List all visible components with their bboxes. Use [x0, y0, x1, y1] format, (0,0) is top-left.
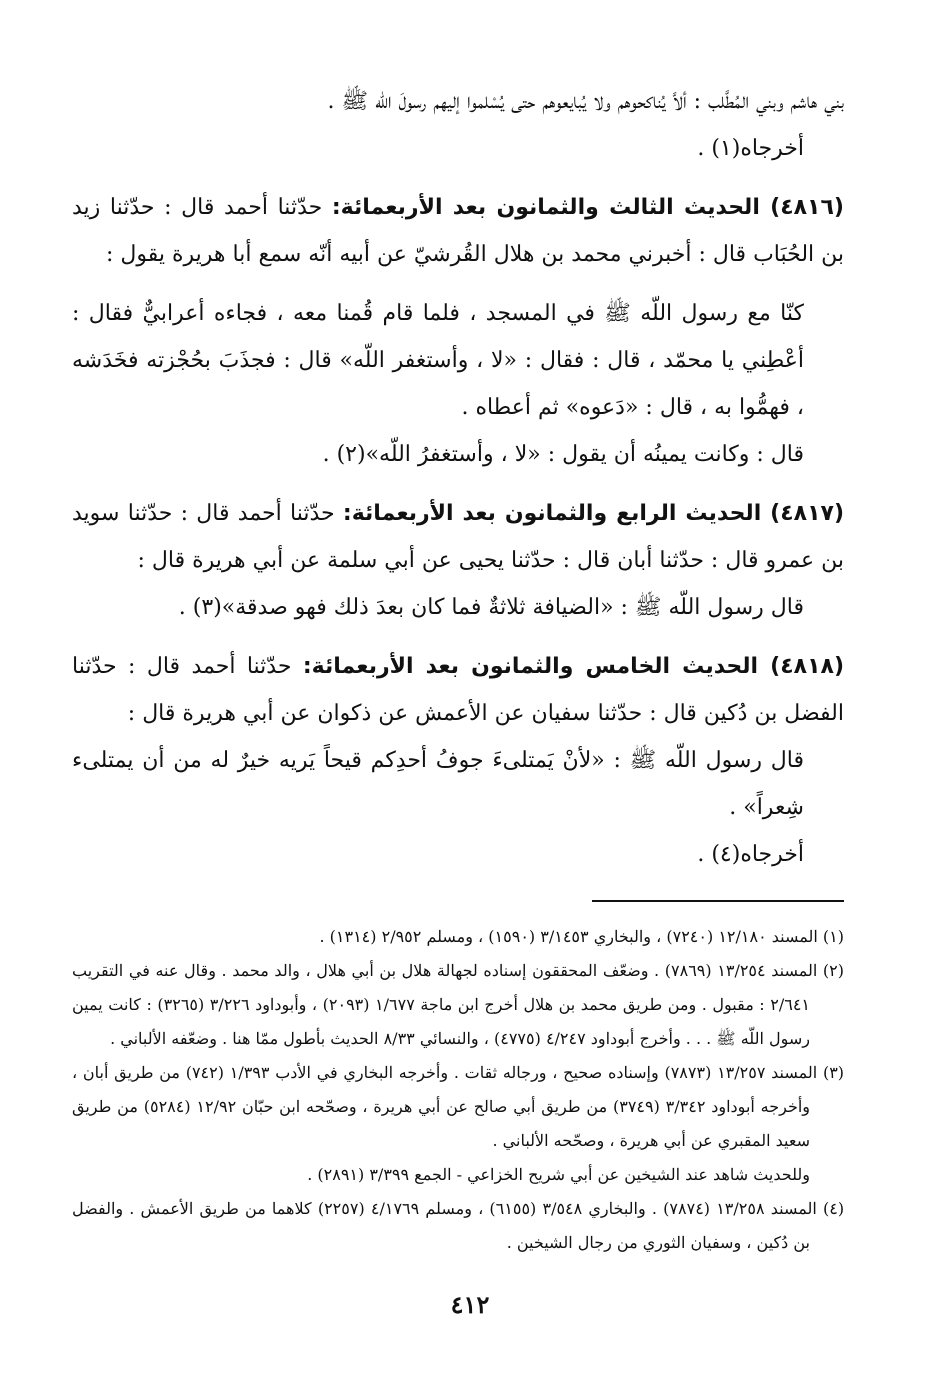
- hadith-4817-title: (٤٨١٧) الحديث الرابع والثمانون بعد الأربعمائة:: [342, 501, 845, 526]
- footnote-3: (٣) المسند ١٣/٢٥٧ (٧٨٧٣) وإسناده صحيح ، ورجاله ثقات . وأخرجه البخاري في الأدب ١/٣٩٣ (٧٤٢) من طريق أبان ، وأخرجه أبوداود ٣/٣٤٢ (٣٧٤٩) من طريق أبي صالح عن أبي هريرة ، وصحّحه ابن حبّان ١٢/٩٢ (٥٢٨٤) من طريق سعيد المقبري عن أبي هريرة ، وصحّحه الألباني .: [72, 1063, 845, 1150]
- footnote-divider: [592, 900, 844, 902]
- hadith-4817-heading: [72, 490, 844, 584]
- hadith-4816-note: قال : وكانت يمينُه أن يقول : «لا ، وأستغفرُ اللّه»(٢) .: [322, 442, 804, 467]
- hadith-4816-isnad: حدّثنا أحمد قال : حدّثنا زيد بن الحُبَاب قال : أخبرني محمد بن هلال القُرشيّ عن أبيه أنّه سمع أبا هريرة يقول :: [72, 195, 844, 267]
- hadith-4817-matn: قال رسول اللّه ﷺ : «الضيافة ثلاثةٌ فما كان بعدَ ذلك فهو صدقة»(٣) .: [178, 595, 804, 620]
- hadith-4818-title: (٤٨١٨) الحديث الخامس والثمانون بعد الأربعمائة:: [302, 654, 844, 679]
- hadith-4816-title: (٤٨١٦) الحديث الثالث والثمانون بعد الأربعمائة:: [331, 195, 844, 220]
- footnote-4: (٤) المسند ١٣/٢٥٨ (٧٨٧٤) . والبخاري ٣/٥٤٨ (٦١٥٥) ، ومسلم ٤/١٧٦٩ (٢٢٥٧) كلاهما من طريق الأعمش . والفضل بن دُكين ، وسفيان الثوري من رجال الشيخين .: [72, 1199, 845, 1252]
- hadith-4818-isnad: حدّثنا أحمد قال : حدّثنا الفضل بن دُكين قال : حدّثنا سفيان عن الأعمش عن ذكوان عن أبي هريرة قال :: [72, 654, 844, 726]
- hadith-4818-heading: [72, 643, 844, 737]
- hadith-4816-heading: [72, 184, 844, 278]
- main-text: [72, 78, 844, 878]
- footnote-2: (٢) المسند ١٣/٢٥٤ (٧٨٦٩) . وضعّف المحققون إسناده لجهالة هلال بن أبي هلال ، والد محمد . وقال عنه في التقريب ٢/٦٤١ : مقبول . ومن طريق محمد بن هلال أخرج ابن ماجة ١/٦٧٧ (٢٠٩٣) ، وأبوداود ٣/٢٢٦ (٣٢٦٥) : كانت يمين رسول اللّه ﷺ . . . وأخرج أبوداود ٤/٢٤٧ (٤٧٧٥) ، والنسائي ٨/٣٣ الحديث بأطول ممّا هنا . وضعّفه الألباني .: [72, 961, 845, 1048]
- footnote-1: (١) المسند ١٢/١٨٠ (٧٢٤٠) ، والبخاري ٣/١٤٥٣ (١٥٩٠) ، ومسلم ٢/٩٥٢ (١٣١٤) .: [319, 927, 844, 946]
- paragraph-takhrij-1: أخرجاه(١) .: [697, 136, 804, 161]
- hadith-4816-matn: كنّا مع رسول اللّه ﷺ في المسجد ، فلما قام قُمنا معه ، فجاءه أعرابيٌّ فقال : أعْطِني يا محمّد ، قال : فقال : «لا ، وأستغفر اللّه» قال : فجذَبَ بحُجْزته فخَدَشه ، فهمُّوا به ، قال : «دَعوه» ثم أعطاه .: [72, 301, 804, 420]
- paragraph-takhrij-4: أخرجاه(٤) .: [697, 842, 804, 867]
- page-number: ٤١٢: [450, 1290, 490, 1319]
- footnote-3-continuation: وللحديث شاهد عند الشيخين عن أبي شريح الخزاعي - الجمع ٣/٣٩٩ (٢٨٩١) .: [307, 1165, 810, 1184]
- paragraph-continuation: بني هاشم وبني المُطَّلب : ألاَّ يُناكحوهم ولا يُبايعوهم حتى يُسْلموا إليهم رسولَ اللّه ﷺ .: [327, 89, 844, 114]
- hadith-4818-matn: قال رسول اللّه ﷺ : «لأنْ يَمتلىءَ جوفُ أحدِكم قيحاً يَريه خيرٌ له من أن يمتلىء شِعراً» .: [72, 748, 804, 820]
- footnotes: [72, 920, 844, 1260]
- hadith-4817-isnad: حدّثنا أحمد قال : حدّثنا سويد بن عمرو قال : حدّثنا أبان قال : حدّثنا يحيى عن أبي سلمة عن أبي هريرة قال :: [72, 501, 844, 573]
